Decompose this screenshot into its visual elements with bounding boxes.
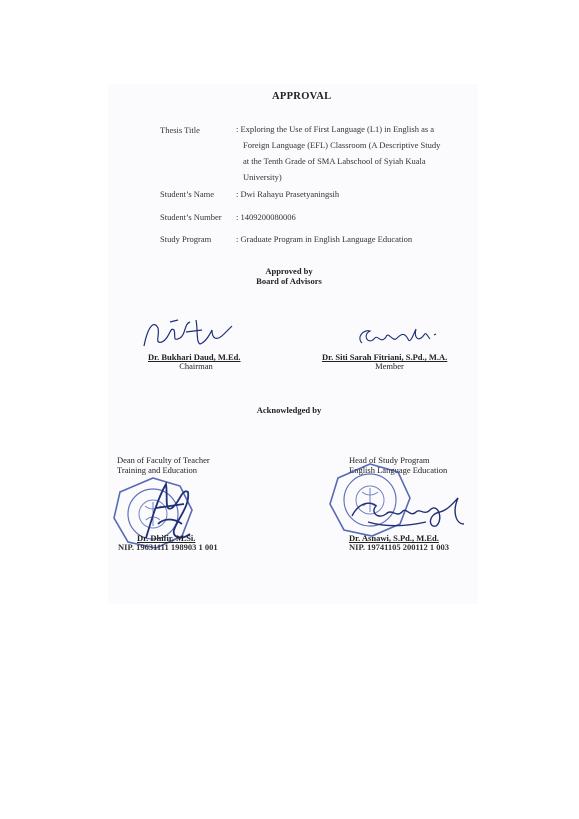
- approved-by-label: Approved by: [265, 266, 313, 276]
- field-label-study-program: Study Program: [160, 234, 212, 244]
- board-of-advisors-label: Board of Advisors: [256, 276, 322, 286]
- dean-name: Dr. Dhifir, M.Si.: [137, 533, 196, 543]
- field-value-student-name: : Dwi Rahayu Prasetyaningsih: [236, 189, 340, 199]
- chairman-signature: [140, 316, 250, 352]
- head-program-name: Dr. Asnawi, S.Pd., M.Ed.: [349, 533, 439, 543]
- field-value-thesis-title: : Exploring the Use of First Language (L1) in English as a Foreign Language (EFL) Classroom (A Descriptive Study at the Tenth Grade of SMA Labschool of Syiah Kuala University): [236, 124, 441, 182]
- dean-title: Dean of Faculty of Teacher Training and Education: [117, 455, 210, 475]
- field-value-study-program: : Graduate Program in English Language Education: [236, 234, 413, 244]
- dean-nip: NIP. 19631111 198903 1 001: [118, 542, 218, 552]
- member-signature: [352, 323, 442, 351]
- advisor-member-role: Member: [375, 361, 404, 371]
- head-program-title: Head of Study Program English Language Education: [349, 455, 448, 475]
- field-label-thesis-title: Thesis Title: [160, 125, 200, 135]
- field-label-student-name: Student’s Name: [160, 189, 215, 199]
- head-program-signature: [348, 494, 466, 532]
- field-label-student-number: Student’s Number: [160, 212, 222, 222]
- acknowledged-by-label: Acknowledged by: [256, 405, 322, 415]
- head-program-nip: NIP. 19741105 200112 1 003: [349, 542, 450, 552]
- page-title: APPROVAL: [272, 91, 332, 102]
- advisor-chairman-role: Chairman: [179, 361, 213, 371]
- advisor-member-name: Dr. Siti Sarah Fitriani, S.Pd., M.A.: [322, 352, 448, 362]
- advisor-chairman-name: Dr. Bukhari Daud, M.Ed.: [148, 352, 241, 362]
- field-value-student-number: : 1409200080006: [236, 212, 296, 222]
